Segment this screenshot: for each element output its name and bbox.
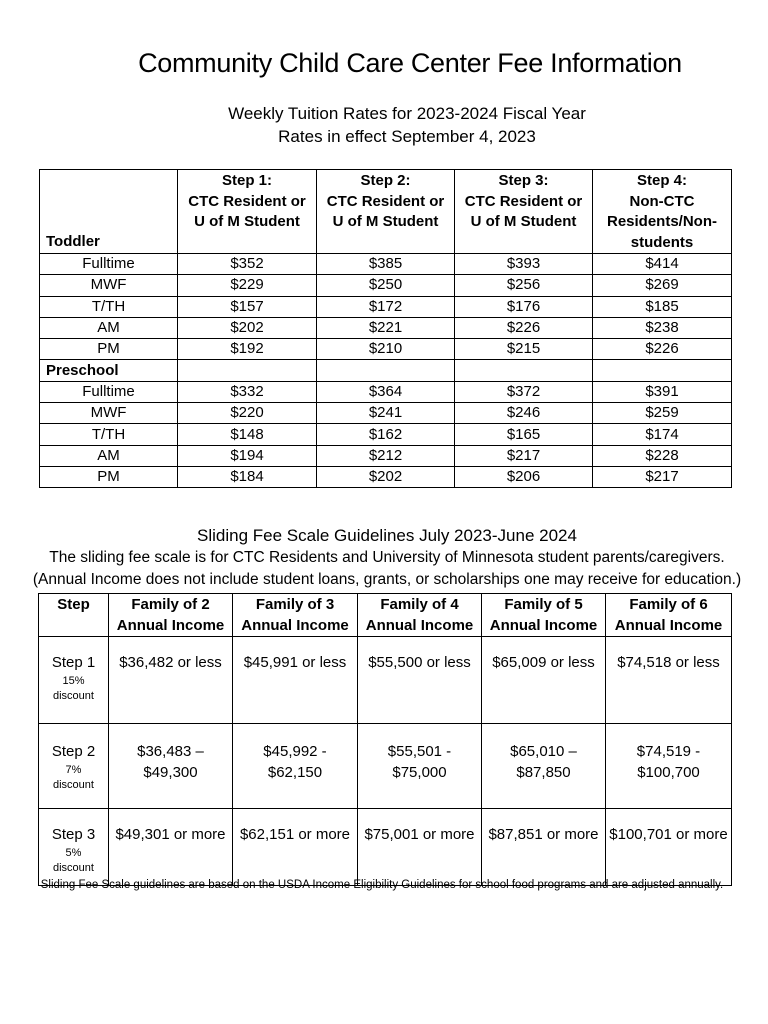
income-line: $87,850 [516, 763, 571, 781]
step-cell [39, 724, 109, 809]
header-line: Family of 4 [380, 596, 459, 613]
step-cell [39, 637, 109, 724]
header-line: Step 3: [498, 172, 549, 189]
income-cell [358, 724, 482, 809]
tuition-header-row [40, 170, 732, 254]
rate-cell: $332 [178, 381, 317, 402]
rate-cell: $217 [455, 445, 593, 466]
rate-cell: $202 [178, 317, 317, 338]
rate-cell: $185 [593, 296, 732, 317]
header-line: Residents/Non- [606, 213, 717, 230]
rate-cell: $157 [178, 296, 317, 317]
income-line: $75,000 [392, 763, 447, 781]
rate-cell: $172 [317, 296, 455, 317]
income-line: $45,991 or less [243, 654, 347, 671]
income-line: $100,700 [637, 763, 700, 781]
rate-cell: $246 [455, 403, 593, 424]
header-line: U of M Student [194, 213, 300, 230]
income-cell [109, 809, 233, 886]
header-line: Step 4: [636, 172, 687, 189]
header-line: Family of 3 [255, 596, 335, 613]
step-label: Step 1 [51, 654, 96, 671]
sliding-scale-income-note: (Annual Income does not include student loans, grants, or scholarships one may receive for education.) [32, 571, 742, 588]
table-row [40, 275, 732, 296]
table-row [40, 403, 732, 424]
row-label: AM [40, 445, 178, 466]
income-line: $62,151 or more [239, 826, 351, 843]
discount-label: discount [53, 690, 94, 702]
discount-label: discount [53, 862, 94, 874]
rate-cell: $256 [455, 275, 593, 296]
rate-cell: $217 [593, 466, 732, 487]
sliding-scale-eligibility-note: The sliding fee scale is for CTC Residents and University of Minnesota student parents/caregivers. [49, 549, 725, 566]
table-row [40, 445, 732, 466]
rate-cell: $391 [593, 381, 732, 402]
rate-cell: $174 [593, 424, 732, 445]
income-cell [233, 637, 358, 724]
rate-cell: $215 [455, 339, 593, 360]
header-line: CTC Resident or [464, 192, 583, 210]
income-line: $74,519 - [636, 743, 701, 760]
income-line: $49,300 [143, 763, 198, 781]
step-header: Step [39, 594, 109, 637]
header-line: students [630, 233, 694, 251]
discount-label: discount [53, 779, 94, 791]
income-line: $74,518 or less [617, 654, 720, 671]
table-row [40, 381, 732, 402]
rate-cell: $192 [178, 339, 317, 360]
table-row [40, 296, 732, 317]
family-size-header [482, 594, 606, 637]
income-cell [109, 724, 233, 809]
rate-cell: $385 [317, 254, 455, 275]
rate-cell: $220 [178, 403, 317, 424]
header-line: U of M Student [470, 213, 577, 230]
rate-cell: $226 [455, 317, 593, 338]
row-label: Fulltime [40, 381, 178, 402]
rate-cell: $221 [317, 317, 455, 338]
income-cell [606, 637, 732, 724]
empty-cell [593, 360, 732, 381]
tuition-header-step4 [593, 170, 732, 254]
step-label: Step 3 [51, 826, 96, 843]
rate-cell: $229 [178, 275, 317, 296]
header-line: CTC Resident or [326, 192, 445, 210]
rate-cell: $184 [178, 466, 317, 487]
table-row [40, 317, 732, 338]
rate-cell: $176 [455, 296, 593, 317]
rate-cell: $228 [593, 445, 732, 466]
empty-cell [178, 360, 317, 381]
income-line: $87,851 or more [488, 826, 599, 843]
rate-cell: $269 [593, 275, 732, 296]
income-line: $75,001 or more [364, 826, 475, 843]
rate-cell: $352 [178, 254, 317, 275]
table-row [39, 724, 732, 809]
tuition-header-step3 [455, 170, 593, 254]
header-line: Annual Income [365, 616, 474, 634]
row-label: MWF [40, 403, 178, 424]
header-line: U of M Student [332, 213, 439, 230]
row-label: Fulltime [40, 254, 178, 275]
sliding-fee-scale-table [38, 593, 732, 886]
income-cell [482, 809, 606, 886]
preschool-group-row [40, 360, 732, 381]
income-cell [482, 637, 606, 724]
rate-cell: $250 [317, 275, 455, 296]
discount-percent: 5% [65, 846, 82, 859]
tuition-subtitle: Weekly Tuition Rates for 2023-2024 Fiscal Year [228, 104, 586, 123]
empty-cell [455, 360, 593, 381]
tuition-header-step1 [178, 170, 317, 254]
row-label: PM [40, 339, 178, 360]
income-line: $55,501 - [387, 743, 452, 760]
income-line: $45,992 - [263, 743, 327, 760]
table-row [39, 809, 732, 886]
discount-percent: 7% [65, 763, 82, 776]
sliding-header-row [39, 594, 732, 637]
family-size-header [606, 594, 732, 637]
income-cell [606, 809, 732, 886]
preschool-group-label: Preschool [40, 360, 178, 381]
header-line: Family of 5 [504, 596, 583, 613]
header-line: Annual Income [489, 616, 598, 634]
rate-cell: $259 [593, 403, 732, 424]
rate-cell: $372 [455, 381, 593, 402]
family-size-header [358, 594, 482, 637]
table-row [40, 339, 732, 360]
header-line: Step 1: [221, 172, 272, 189]
header-line: Annual Income [614, 616, 723, 634]
table-row [40, 254, 732, 275]
rate-cell: $194 [178, 445, 317, 466]
rate-cell: $210 [317, 339, 455, 360]
rate-cell: $165 [455, 424, 593, 445]
family-size-header [109, 594, 233, 637]
header-line: CTC Resident or [188, 192, 306, 210]
row-label: PM [40, 466, 178, 487]
rate-cell: $238 [593, 317, 732, 338]
page-title: Community Child Care Center Fee Information [138, 48, 682, 78]
row-label: AM [40, 317, 178, 338]
income-line: $55,500 or less [368, 654, 471, 671]
income-line: $36,483 – [137, 743, 204, 760]
header-line: Non-CTC [629, 192, 695, 210]
income-line: $100,701 or more [609, 826, 728, 843]
header-line: Step 2: [360, 172, 411, 189]
step-label: Step 2 [51, 743, 96, 760]
tuition-header-step2 [317, 170, 455, 254]
income-cell [606, 724, 732, 809]
income-cell [482, 724, 606, 809]
rates-effective-date: Rates in effect September 4, 2023 [278, 127, 536, 146]
footnote: Sliding Fee Scale guidelines are based on the USDA Income Eligibility Guidelines for school food programs and are adjusted annually. [40, 879, 724, 891]
rate-cell: $162 [317, 424, 455, 445]
toddler-group-label: Toddler [40, 170, 178, 254]
header-line: Family of 6 [629, 596, 708, 613]
rate-cell: $212 [317, 445, 455, 466]
rate-cell: $226 [593, 339, 732, 360]
header-line: Annual Income [116, 616, 225, 634]
row-label: T/TH [40, 424, 178, 445]
table-row [39, 637, 732, 724]
row-label: MWF [40, 275, 178, 296]
rate-cell: $364 [317, 381, 455, 402]
income-line: $36,482 or less [119, 654, 222, 671]
rate-cell: $414 [593, 254, 732, 275]
income-line: $65,009 or less [492, 654, 595, 671]
header-line: Family of 2 [131, 596, 210, 613]
rate-cell: $241 [317, 403, 455, 424]
discount-percent: 15% [62, 674, 85, 687]
income-cell [233, 724, 358, 809]
row-label: T/TH [40, 296, 178, 317]
step-cell [39, 809, 109, 886]
table-row [40, 424, 732, 445]
income-line: $65,010 – [510, 743, 577, 760]
table-row [40, 466, 732, 487]
empty-cell [317, 360, 455, 381]
family-size-header [233, 594, 358, 637]
tuition-rates-table [39, 169, 732, 488]
rate-cell: $148 [178, 424, 317, 445]
income-line: $62,150 [267, 763, 323, 781]
header-line: Annual Income [241, 616, 349, 634]
income-cell [233, 809, 358, 886]
income-cell [358, 637, 482, 724]
income-cell [109, 637, 233, 724]
sliding-scale-title: Sliding Fee Scale Guidelines July 2023-June 2024 [197, 526, 577, 545]
income-cell [358, 809, 482, 886]
rate-cell: $202 [317, 466, 455, 487]
rate-cell: $206 [455, 466, 593, 487]
rate-cell: $393 [455, 254, 593, 275]
income-line: $49,301 or more [115, 826, 226, 843]
